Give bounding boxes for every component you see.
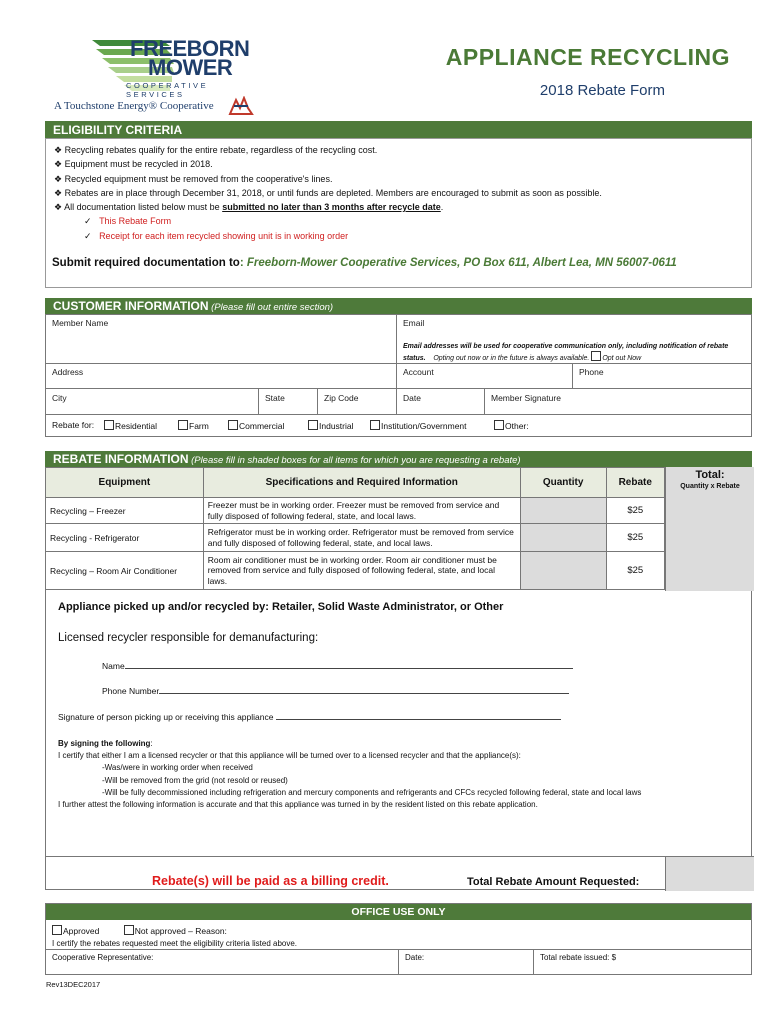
quantity-input[interactable] <box>520 524 606 552</box>
logo-cooperative-services: COOPERATIVE SERVICES <box>126 81 209 99</box>
eligibility-item: ❖ Recycling rebates qualify for the entire rebate, regardless of the recycling cost. <box>54 145 378 155</box>
recycler-signature-field[interactable]: Signature of person picking up or receiving this appliance <box>58 712 561 722</box>
member-name-field[interactable]: Member Name <box>46 315 397 364</box>
approved-option[interactable]: Approved <box>52 926 99 936</box>
recycler-phone-field[interactable]: Phone Number <box>102 686 569 696</box>
page-title: APPLIANCE RECYCLING <box>445 44 730 70</box>
quantity-input[interactable] <box>520 552 606 590</box>
billing-credit-note: Rebate(s) will be paid as a billing credit. <box>152 874 389 888</box>
residential-checkbox[interactable] <box>104 420 114 430</box>
logo <box>48 36 263 120</box>
rebate-heading-bar: REBATE INFORMATION (Please fill in shaded boxes for all items for which you are requesting a rebate) <box>45 451 752 467</box>
revision-label: Rev13DEC2017 <box>46 980 101 989</box>
customer-heading-bar: CUSTOMER INFORMATION (Please fill out entire section) <box>45 298 752 314</box>
logo-freeborn: FREEBORN <box>130 36 250 61</box>
total-requested-label: Total Rebate Amount Requested: <box>467 876 640 888</box>
logo-tagline: A Touchstone Energy® Cooperative <box>54 100 214 112</box>
checkmark-icon: ✓ <box>84 216 92 227</box>
not-approved-option[interactable]: Not approved – Reason: <box>124 926 227 936</box>
commercial-option[interactable]: Commercial <box>228 420 284 431</box>
col-specs: Specifications and Required Information <box>203 468 520 498</box>
eligibility-heading-bar <box>45 121 752 138</box>
page-subtitle: 2018 Rebate Form <box>539 82 665 99</box>
total-column[interactable]: Total: Quantity x Rebate <box>665 467 754 591</box>
col-equipment: Equipment <box>46 468 204 498</box>
table-row: Recycling - Refrigerator Refrigerator must be in working order. Refrigerator must be removed from service and fully disposed of following federal, state, and local laws. $25 <box>46 524 665 552</box>
licensed-recycler: Licensed recycler responsible for demanufacturing: <box>58 632 319 644</box>
diamond-bullet-icon: ❖ <box>54 202 63 213</box>
pickup-heading: Appliance picked up and/or recycled by: Retailer, Solid Waste Administrator, or Other <box>58 601 504 613</box>
opt-out-checkbox[interactable] <box>591 351 601 361</box>
eligibility-section <box>45 138 752 288</box>
eligibility-item: ❖ Rebates are in place through December 31, 2018, or until funds are depleted. Members are encouraged to submit as soon as possible. <box>54 187 602 198</box>
commercial-checkbox[interactable] <box>228 420 238 430</box>
office-section: OFFICE USE ONLY Approved Not approved – Reason: I certify the rebates requested meet the eligibility criteria listed above. Cooperative Representative: Date: Total rebate issued: $ <box>45 903 752 975</box>
city-field[interactable]: City <box>46 389 259 415</box>
farm-option[interactable]: Farm <box>178 420 209 431</box>
farm-checkbox[interactable] <box>178 420 188 430</box>
touchstone-icon <box>228 96 254 116</box>
col-quantity: Quantity <box>520 468 606 498</box>
industrial-option[interactable]: Industrial <box>308 420 354 431</box>
eligibility-item: ❖ Recycled equipment must be removed from the cooperative's lines. <box>54 173 333 184</box>
representative-field[interactable]: Cooperative Representative: <box>52 953 154 962</box>
diamond-bullet-icon: ❖ <box>54 187 63 198</box>
col-rebate: Rebate <box>606 468 664 498</box>
zip-field[interactable]: Zip Code <box>318 389 397 415</box>
rebate-table-header <box>46 468 665 498</box>
other-option[interactable]: Other: <box>494 420 529 431</box>
phone-field[interactable]: Phone <box>573 364 751 389</box>
account-field[interactable]: Account <box>397 364 573 389</box>
table-row: Recycling – Room Air Conditioner Room air conditioner must be in working order. Room air conditioner must be removed from service and fully disposed of following federal, state, and local laws. $25 <box>46 552 665 590</box>
certification-text: By signing the following: I certify that either I am a licensed recycler or that this appliance will be turned over to a licensed recycler and that the appliance(s): -Was/were in working order when received -Will be removed from the grid (not resold or reused) -Will be fully decommissioned including refrigeration and mercury components and refrigerants and CFCs recycled following federal, state and local laws I further attest the following information is accurate and that this appliance was turned in by the resident listed on this rebate application. <box>58 739 642 810</box>
total-requested-input[interactable] <box>665 856 754 891</box>
institution-option[interactable]: Institution/Government <box>370 420 467 431</box>
date-field[interactable]: Date <box>397 389 485 415</box>
rebate-table <box>45 467 665 590</box>
checkmark-icon: ✓ <box>84 230 92 241</box>
office-heading: OFFICE USE ONLY <box>351 906 446 918</box>
address-field[interactable]: Address <box>46 364 397 389</box>
logo-mower: MOWER <box>148 55 233 80</box>
eligibility-heading: ELIGIBILITY CRITERIA <box>53 123 183 137</box>
submit-instructions: Submit required documentation to: Freeborn-Mower Cooperative Services, PO Box 611, Albert Lea, MN 56007-0611 <box>52 257 677 269</box>
total-issued-field[interactable]: Total rebate issued: $ <box>533 949 616 974</box>
eligibility-item: ❖ All documentation listed below must be submitted no later than 3 months after recycle date. <box>54 202 444 213</box>
rebate-for-row: Rebate for: Residential Farm Commercial Industrial Institution/Government Other: <box>52 420 529 431</box>
diamond-bullet-icon: ❖ <box>54 145 63 155</box>
residential-option[interactable]: Residential <box>104 420 157 431</box>
rebate-heading: REBATE INFORMATION <box>53 452 189 466</box>
diamond-bullet-icon: ❖ <box>54 173 63 184</box>
industrial-checkbox[interactable] <box>308 420 318 430</box>
member-signature-field[interactable]: Member Signature <box>485 389 751 415</box>
email-field[interactable]: Email Email addresses will be used for cooperative communication only, including notification of rebate status. Opting out now or in the future is always available. Opt out Now <box>397 315 751 364</box>
check-item: ✓ This Rebate Form <box>84 216 172 227</box>
customer-heading: CUSTOMER INFORMATION <box>53 299 209 313</box>
institution-checkbox[interactable] <box>370 420 380 430</box>
office-heading-bar <box>46 904 751 920</box>
customer-section <box>45 314 752 437</box>
recycler-name-field[interactable]: Name <box>102 661 573 671</box>
rebate-section <box>45 467 752 890</box>
billing-credit-row <box>46 856 665 891</box>
quantity-input[interactable] <box>520 498 606 524</box>
approved-checkbox[interactable] <box>52 925 62 935</box>
eligibility-list <box>54 143 602 243</box>
not-approved-checkbox[interactable] <box>124 925 134 935</box>
other-checkbox[interactable] <box>494 420 504 430</box>
office-date-field[interactable]: Date: <box>398 949 424 974</box>
state-field[interactable]: State <box>259 389 318 415</box>
eligibility-item: ❖ Equipment must be recycled in 2018. <box>54 159 213 170</box>
diamond-bullet-icon: ❖ <box>54 159 63 170</box>
table-row: Recycling – Freezer Freezer must be in working order. Freezer must be removed from service and fully disposed of following federal, state, and local laws. $25 <box>46 498 665 524</box>
mailing-address: Freeborn-Mower Cooperative Services, PO Box 611, Albert Lea, MN 56007-0611 <box>246 257 677 269</box>
check-item: ✓ Receipt for each item recycled showing unit is in working order <box>84 230 349 241</box>
